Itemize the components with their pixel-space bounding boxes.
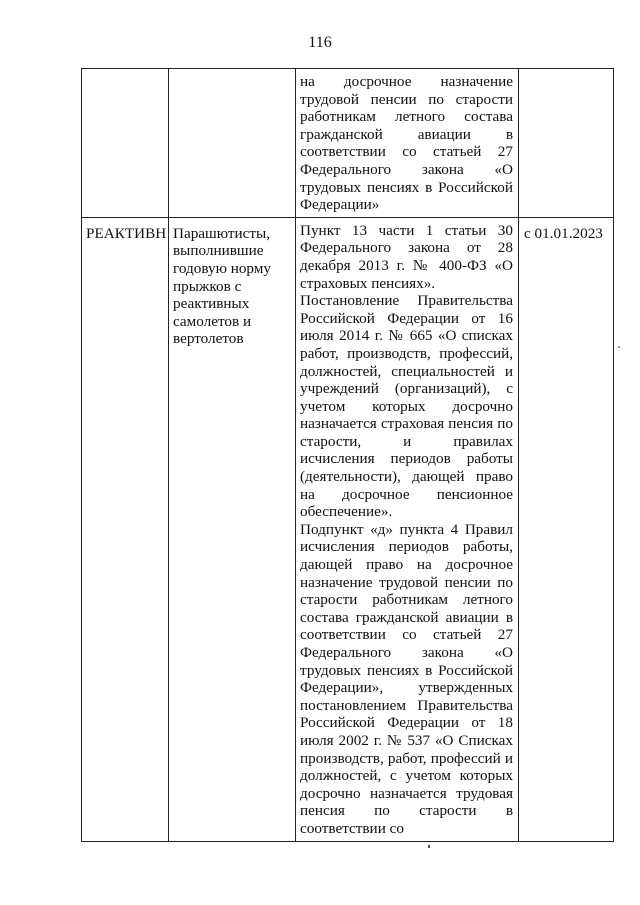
profession-text: Парашютисты, выполнившие годовую норму прыжков с реактивных самолетов и вертолетов xyxy=(173,224,272,348)
basis-paragraph: Пункт 13 части 1 статьи 30 Федерального закона от 28 декабря 2013 г. № 400-ФЗ «О страховых пенсиях». xyxy=(300,221,513,292)
scan-speck xyxy=(618,346,620,348)
table-row xyxy=(82,217,614,841)
profession-cell xyxy=(169,69,296,218)
code-cell xyxy=(82,217,169,841)
code-text xyxy=(82,69,168,76)
document-table xyxy=(81,68,614,842)
basis-paragraph: на досрочное назначение трудовой пенсии по старости работникам летного состава гражданской авиации в соответствии со статьей 27 Федерального закона «О трудовых пенсиях в Российской Федерации» xyxy=(300,73,513,214)
date-text: с 01.01.2023 xyxy=(524,224,603,242)
date-cell xyxy=(519,69,614,218)
scan-speck xyxy=(428,845,430,848)
profession-cell xyxy=(169,217,296,841)
profession-text xyxy=(169,69,295,76)
date-cell xyxy=(519,217,614,841)
basis-cell xyxy=(296,217,519,841)
basis-cell xyxy=(296,69,519,218)
date-text xyxy=(519,69,613,76)
code-cell xyxy=(82,69,169,218)
basis-paragraph: Постановление Правительства Российской Федерации от 16 июля 2014 г. № 665 «О списках работ, производств, профессий, должностей, специальностей и учреждений (организаций), с учетом которых досрочно назначается страховая пенсия по старости, и правилах исчисления периодов работы (деятельности), дающей право на досрочное пенсионное обеспечение». xyxy=(300,292,513,521)
basis-paragraph: Подпункт «д» пункта 4 Правил исчисления периодов работы, дающей право на досрочное назначение трудовой пенсии по старости работникам летного состава гражданской авиации в соответствии со статьей 27 Федерального закона «О трудовых пенсиях в Российской Федерации», утвержденных постановлением Правительства Российской Федерации от 18 июля 2002 г. № 537 «О Списках производств, работ, профессий и должностей, с учетом которых досрочно назначается трудовая пенсия по старости в соответствии со xyxy=(300,520,513,837)
table-row xyxy=(82,69,614,218)
code-text: РЕАКТИВН xyxy=(86,224,167,242)
page-number: 116 xyxy=(308,34,332,51)
